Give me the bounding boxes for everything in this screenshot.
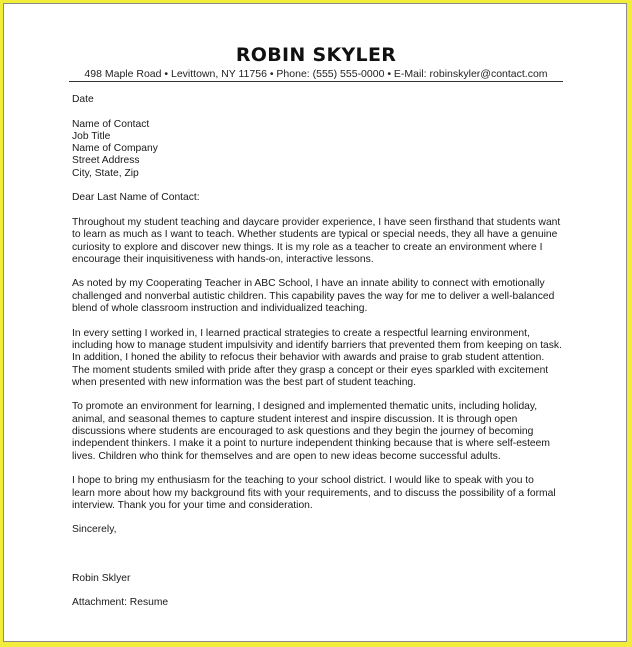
- recipient-city: City, State, Zip: [72, 167, 139, 179]
- paragraph-line: including how to manage student impulsivity and identify barriers that prevented them from keeping on task.: [72, 339, 562, 351]
- document-page: [3, 3, 627, 642]
- applicant-name: ROBIN SKYLER: [235, 44, 397, 66]
- recipient-street: Street Address: [72, 155, 140, 167]
- date-line: Date: [72, 94, 94, 105]
- signature-name: Robin Sklyer: [72, 572, 131, 584]
- paragraph-line: animal, and seasonal themes to capture student interest and inspire discussion. It is through open: [72, 413, 518, 425]
- recipient-name: Name of Contact: [72, 118, 150, 130]
- paragraph-5: [72, 475, 582, 512]
- paragraph-line: when presented with new information was the best part of student teaching.: [72, 376, 417, 388]
- paragraph-line: discussions where students are encouraged to ask questions and they begin the journey of becoming: [72, 426, 534, 438]
- paragraph-line: In addition, I honed the ability to refocus their behavior with awards and praise to grab student attention.: [72, 352, 545, 364]
- paragraph-line: Throughout my student teaching and daycare provider experience, I have seen firsthand that students want: [72, 216, 561, 228]
- paragraph-line: interview. Thank you for your time and consideration.: [72, 499, 313, 511]
- paragraph-line: To promote an environment for learning, I designed and implemented thematic units, including holiday,: [72, 401, 538, 413]
- paragraph-line: encourage their inquisitiveness with hands-on, interactive lessons.: [72, 253, 374, 265]
- paragraph-line: learn more about how my background fits with your requirements, and to discuss the possibility of a formal: [72, 487, 556, 499]
- recipient-title: Job Title: [72, 130, 111, 142]
- paragraph-line: to learn as much as I want to teach. Whether students are typical or special needs, they all have a genuine: [72, 229, 558, 241]
- recipient-company: Name of Company: [72, 143, 158, 155]
- contact-line: 498 Maple Road • Levittown, NY 11756 • Phone: (555) 555-0000 • E-Mail: robinskyler@contact.com: [84, 68, 548, 80]
- paragraph-line: As noted by my Cooperating Teacher in ABC School, I have an innate ability to connect with emotionally: [72, 278, 545, 290]
- paragraph-line: independent thinkers. I make it a point to nurture independent thinking because that is where self-esteem: [72, 438, 550, 450]
- paragraph-line: I hope to bring my enthusiasm for the teaching to your school district. I would like to speak with you to: [72, 475, 534, 487]
- paragraph-4: [72, 401, 582, 462]
- letter-body: [72, 94, 582, 610]
- paragraph-line: blend of whole classroom instruction and individualized teaching.: [72, 303, 368, 315]
- paragraph-1: [72, 217, 582, 266]
- header-divider: [69, 81, 563, 82]
- salutation: Dear Last Name of Contact:: [72, 192, 200, 204]
- paragraph-line: challenged and nonverbal autistic children. This capability paves the way for me to deliver a well-balanced: [72, 290, 555, 302]
- paragraph-line: The moment students smiled with pride after they grasp a concept or their eyes sparkled with excitement: [72, 364, 549, 376]
- paragraph-line: In every setting I worked in, I learned practical strategies to create a respectful learning environment,: [72, 327, 530, 339]
- paragraph-line: lives. Children who think for themselves and are open to new ideas become successful adults.: [72, 450, 501, 462]
- attachment-line: Attachment: Resume: [72, 597, 169, 609]
- paragraph-line: curiosity to explore and discover new things. It is my role as a teacher to create an environment where I: [72, 241, 543, 253]
- paragraph-3: [72, 328, 582, 389]
- paragraph-2: [72, 278, 582, 315]
- closing: Sincerely,: [72, 524, 117, 536]
